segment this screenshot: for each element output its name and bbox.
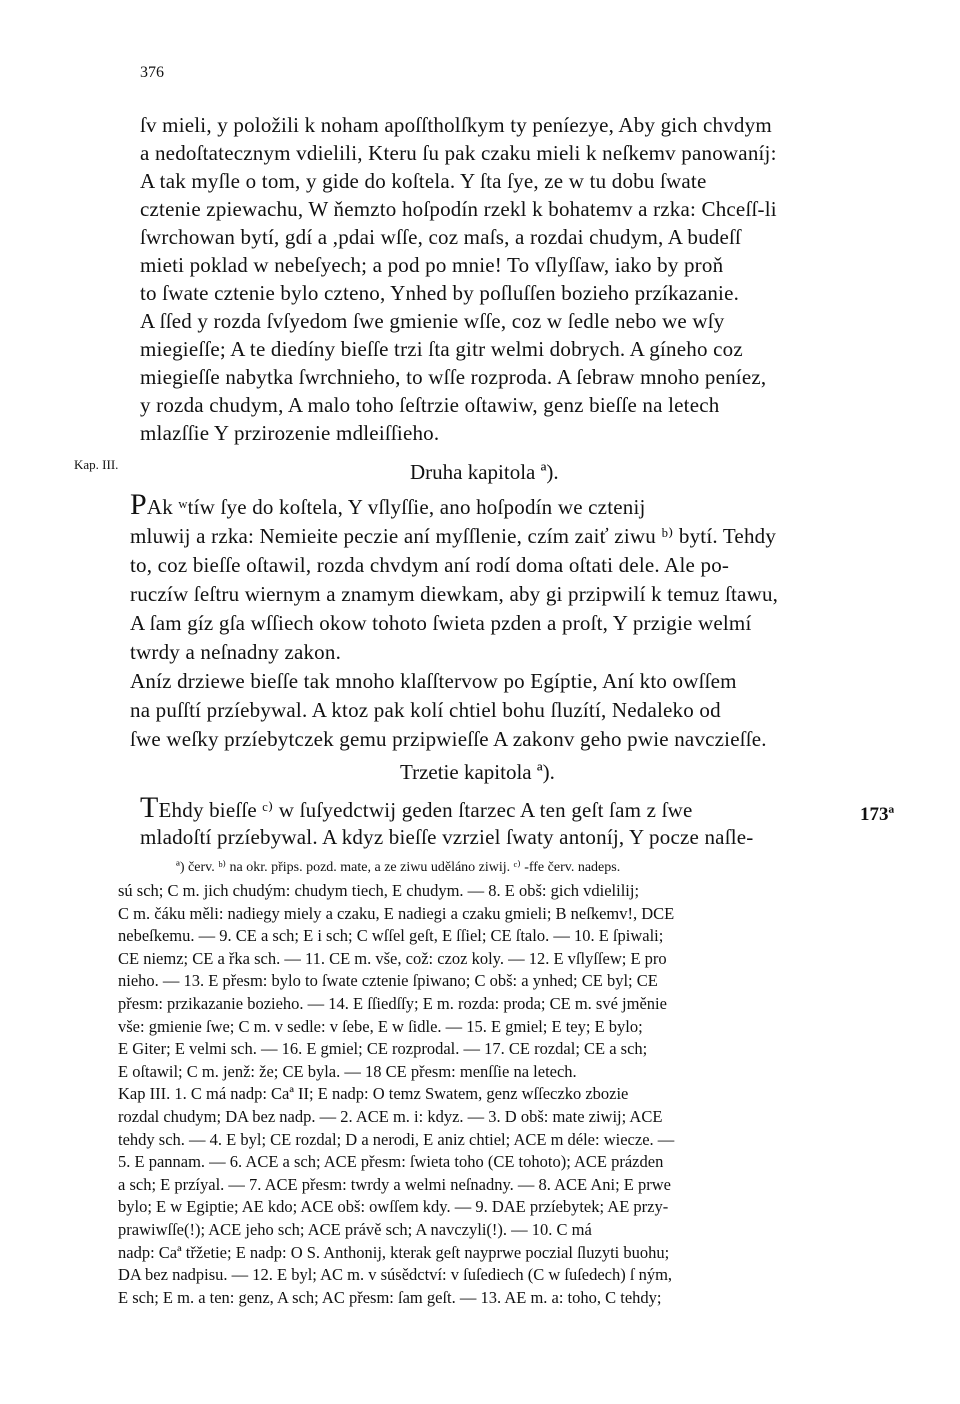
chapter-2-line-text: to, coz bieſſe oſtawil, rozda chvdym aní rodí doma oſtati dele. Ale po- xyxy=(130,553,730,577)
chapter-3-line-text: mladoſtí przíebywal. A kdyz bieſſe vzrziel ſwaty antoníj, Y pocze naſle- xyxy=(140,825,754,849)
body-line xyxy=(140,140,777,166)
apparatus-line: bylo; E w Egiptie; AE kdo; ACE obš: owſſem kdy. — 9. DAE przíebytek; AE przy- xyxy=(118,1197,669,1217)
apparatus-line: E sch; E m. a ten: genz, A sch; AC přesm: ſam geſt. — 13. AE m. a: toho, C tehdy; xyxy=(118,1287,662,1307)
body-line-text: A ſſed y rozda ſvſyedom ſwe gmienie wſſe, coz w ſedle nebo we wſy xyxy=(140,309,725,333)
apparatus-line: prawiwſſe(!); ACE jeho sch; ACE právě sch; A navczyli(!). — 10. C má xyxy=(118,1220,592,1239)
chapter-2-line-text: Aníz drziewe bieſſe tak mnoho klaſſtervow po Egíptie, Aní kto owſſem xyxy=(130,669,737,693)
apparatus-line: rozdal chudym; DA bez nadp. — 2. ACE m. i: kdyz. — 3. D obš: mate ziwij; ACE xyxy=(118,1107,663,1126)
body-line-text: y rozda chudym, A malo toho ſeſtrzie oſtawiw, genz bieſſe na letech xyxy=(140,393,720,417)
chapter-2-line xyxy=(130,726,767,752)
chapter-2-line xyxy=(130,488,646,521)
body-line-text: miegieſſe; A te diedíny bieſſe trzi ſta gitr welmi dobrych. A gíneho coz xyxy=(140,337,743,361)
body-line xyxy=(140,308,725,334)
body-line-text: ſwrchowan bytí, gdí a ,pdai wſſe, coz maſs, a rozdai chudym, A budeſſ xyxy=(140,225,742,249)
body-line xyxy=(140,112,772,138)
chapter-2-line xyxy=(130,581,778,607)
apparatus-line: nadp: Caª třžetie; E nadp: O S. Anthonij, kterak geſt nayprwe poczial ſluzyti buohu; xyxy=(118,1242,670,1262)
body-line-text: mieti poklad w nebeſyech; a pod po mnie! To vſlyſſaw, iako by proň xyxy=(140,253,724,277)
apparatus-line: CE niemz; CE a řka sch. — 11. CE m. vše, což: czoz koly. — 12. E vſlyſſew; E pro xyxy=(118,948,667,968)
chapter-heading-2: Druha kapitola ª). xyxy=(410,460,559,484)
apparatus-line: nieho. — 13. E přesm: bylo to ſwate cztenie ſpiwano; C obš: a ynhed; CE byl; CE xyxy=(118,971,658,991)
margin-chapter-label: Kap. III. xyxy=(74,457,119,472)
body-line-text: ſv mieli, y položili k noham apoſſtholſkym ty peníezye, Aby gich chvdym xyxy=(140,113,772,137)
apparatus-line: Kap III. 1. C má nadp: Caª II; E nadp: O temz Swatem, genz wſſeczko zbozie xyxy=(118,1084,629,1104)
chapter-2-line xyxy=(130,552,729,578)
apparatus-line: DA bez nadpisu. — 12. E byl; AC m. v súsědctví: v ſuſediech (C w ſuſedech) ſ ným, xyxy=(118,1265,673,1285)
chapter-2-line-text: ſwe weſky przíebytczek gemu przipwieſſe A zakonv geho pwie navczieſſe. xyxy=(130,727,767,751)
apparatus-line: vše: gmienie ſwe; C m. v sedle: v ſebe, E w ſidle. — 15. E gmiel; E tey; E bylo; xyxy=(118,1016,643,1036)
chapter-2-line xyxy=(130,697,721,723)
apparatus-line: nebeſkemu. — 9. CE a sch; E i sch; C wſſel geſt, E ſſiel; CE ſtalo. — 10. E ſpiwali; xyxy=(118,926,664,946)
apparatus-line: přesm: przikazanie bozieho. — 14. E ſſiedſſy; E m. rozda: proda; CE m. své jměnie xyxy=(118,994,667,1013)
body-line xyxy=(140,392,719,418)
chapter-2-line xyxy=(130,610,752,636)
apparatus-line: C m. čáku měli: nadiegy miely a czaku, E nadiegi a czaku gmieli; B neſkemv!, DCE xyxy=(118,903,675,923)
apparatus-line: E Giter; E velmi sch. — 16. E gmiel; CE rozprodal. — 17. CE rozdal; CE a sch; xyxy=(118,1039,648,1059)
chapter-2-line-text: ruczíw ſeſtru wiernym a znamym diewkam, aby gi przipwilí k temuz ſtawu, xyxy=(130,582,779,606)
body-line xyxy=(140,168,706,194)
body-line xyxy=(140,224,741,250)
body-line-text: A tak myſle o tom, y gide do koſtela. Y ſta ſye, ze w tu dobu ſwate xyxy=(140,169,707,193)
chapter-2-line-text: na puſſtí przíebywal. A ktoz pak kolí chtiel bohu ſluzítí, Nedaleko od xyxy=(130,698,721,722)
chapter-2-line-text: mluwij a rzka: Nemieite peczie aní myſſlenie, czím zaiť ziwu ᵇ⁾ bytí. Tehdy xyxy=(130,524,777,548)
margin-folio-number: 173ª xyxy=(860,804,895,825)
chapter-2-line-text: twrdy a neſnadny zakon. xyxy=(130,640,342,664)
chapter-2-line-text: A ſam gíz gſa wſſiech okow tohoto ſwieta pzden a proſt, Y przigie welmí xyxy=(130,611,752,635)
page-number: 376 xyxy=(140,64,164,81)
chapter-3-line-text: Ehdy bieſſe ᶜ⁾ w ſuſyedctwij geden ſtarzec A ten geſt ſam z ſwe xyxy=(158,798,693,822)
body-line xyxy=(140,336,743,362)
initial-letter: T xyxy=(140,791,159,824)
body-line-text: mlazſſie Y przirozenie mdleiſſieho. xyxy=(140,421,440,445)
chapter-3-line xyxy=(140,824,753,850)
footnote: ª) červ. ᵇ⁾ na okr. přips. pozd. mate, a ze ziwu uděláno ziwij. ᶜ⁾ -ffe červ. nadeps. xyxy=(176,860,621,875)
body-line xyxy=(140,364,766,390)
apparatus-line: 5. E pannam. — 6. ACE a sch; ACE přesm: ſwieta toho (CE tohoto); ACE prázden xyxy=(118,1152,664,1172)
initial-letter: P xyxy=(130,488,147,521)
body-line-text: a nedoſtatecznym vdielili, Kteru ſu pak czaku mieli k neſkemv panowaníj: xyxy=(140,141,777,165)
apparatus-line: sú sch; C m. jich chudým: chudym tiech, E chudym. — 8. E obš: gich vdielilij; xyxy=(118,881,640,900)
body-line xyxy=(140,252,723,278)
apparatus-line: a sch; E przíyal. — 7. ACE přesm: twrdy a welmi neſnadny. — 8. ACE Ani; E prwe xyxy=(118,1174,671,1194)
body-line-text: cztenie zpiewachu, W ňemzto hoſpodín rzekl k bohatemv a rzka: Chceſſ-li xyxy=(140,197,777,221)
body-line xyxy=(140,280,739,306)
chapter-2-line xyxy=(130,639,341,665)
chapter-heading-3: Trzetie kapitola ª). xyxy=(400,760,555,784)
chapter-2-line xyxy=(130,668,737,694)
apparatus-line: tehdy sch. — 4. E byl; CE rozdal; D a nerodi, E aniz chtiel; ACE m déle: wiecze. — xyxy=(118,1129,675,1149)
chapter-2-line-text: Ak ʷtíw ſye do koſtela, Y vſlyſſie, ano hoſpodín we cztenij xyxy=(146,495,646,519)
body-line xyxy=(140,196,777,222)
body-line-text: to ſwate cztenie bylo czteno, Ynhed by poſluſſen bozieho przíkazanie. xyxy=(140,281,740,305)
apparatus-line: E oſtawil; C m. jenž: že; CE byla. — 18 CE přesm: menſſie na letech. xyxy=(118,1061,577,1081)
body-line-text: miegieſſe nabytka ſwrchnieho, to wſſe rozproda. A ſebraw mnoho peníez, xyxy=(140,365,767,389)
chapter-3-line xyxy=(140,791,693,824)
chapter-2-line xyxy=(130,523,776,549)
body-line xyxy=(140,420,439,446)
